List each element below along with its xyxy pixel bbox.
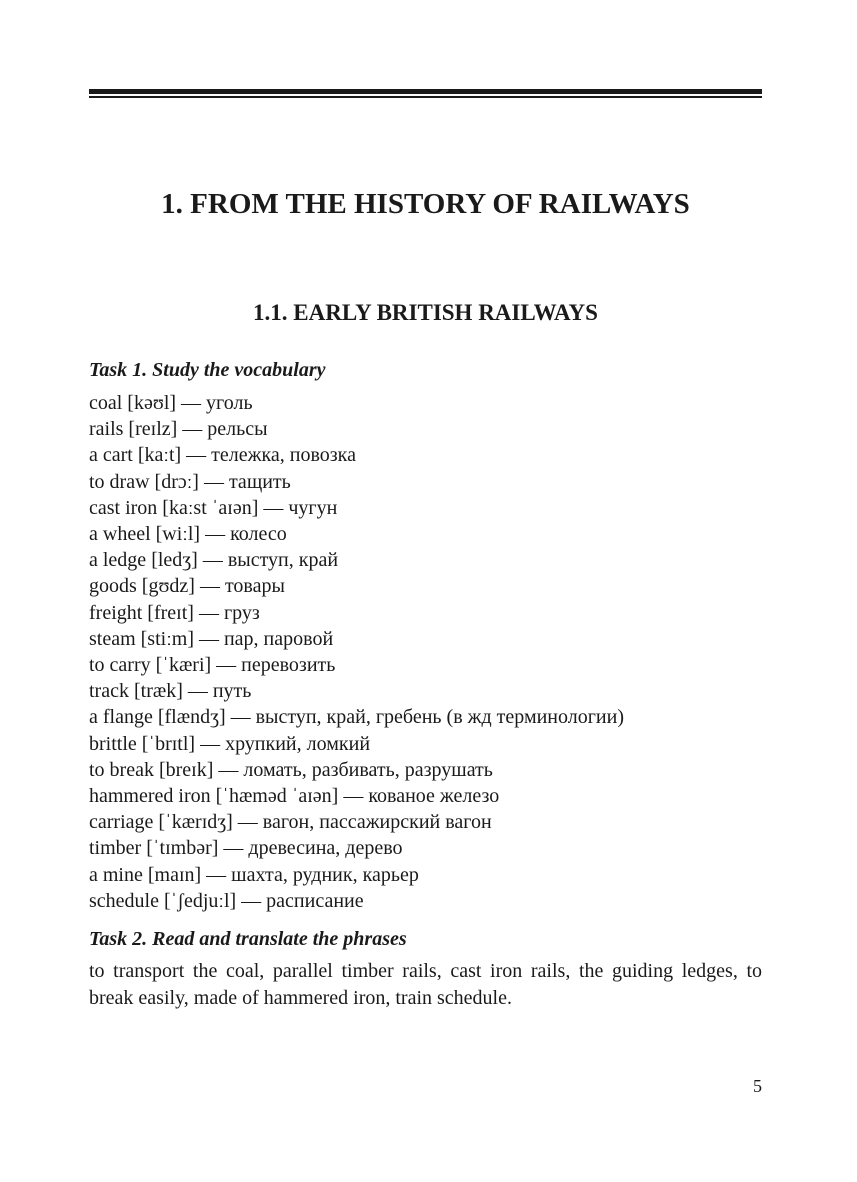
vocab-item-mine: a mine [maɪn] — шахта, рудник, карьер (89, 863, 419, 886)
vocab-item-rails: rails [reɪlz] — рельсы (89, 418, 268, 441)
vocab-item-schedule: schedule [ˈʃedjuːl] — расписание (89, 889, 364, 912)
vocab-item-freight: freight [freɪt] — груз (89, 601, 260, 624)
header-rule-thick (89, 89, 762, 94)
vocab-item-break: to break [breɪk] — ломать, разбивать, разрушать (89, 758, 493, 781)
header-rule-thin (89, 96, 762, 98)
vocab-item-steam: steam [stiːm] — пар, паровой (89, 627, 334, 650)
vocab-item-cart: a cart [kaːt] — тележка, повозка (89, 444, 356, 467)
vocab-item-coal: coal [kəʊl] — уголь (89, 392, 253, 414)
vocab-item-brittle: brittle [ˈbrɪtl] — хрупкий, ломкий (89, 732, 371, 755)
vocab-item-wheel: a wheel [wiːl] — колесо (89, 523, 287, 546)
vocab-item-flange: a flange [flændʒ] — выступ, край, гребень (в жд терминологии) (89, 706, 624, 729)
vocab-item-draw: to draw [drɔː] — тащить (89, 470, 291, 493)
vocab-item-cast-iron: cast iron [kaːst ˈaɪən] — чугун (89, 496, 338, 519)
vocab-item-track: track [træk] — путь (89, 680, 252, 703)
chapter-title: 1. FROM THE HISTORY OF RAILWAYS (161, 188, 690, 220)
vocab-item-timber: timber [ˈtɪmbər] — древесина, дерево (89, 837, 403, 860)
vocab-item-carriage: carriage [ˈkærɪdʒ] — вагон, пассажирский вагон (89, 811, 492, 834)
vocab-item-hammered-iron: hammered iron [ˈhæməd ˈaɪən] — кованое железо (89, 785, 500, 808)
page-number: 5 (753, 1076, 762, 1096)
vocab-item-ledge: a ledge [ledʒ] — выступ, край (89, 549, 339, 572)
task2-heading: Task 2. Read and translate the phrases (89, 928, 407, 950)
task1-heading: Task 1. Study the vocabulary (89, 359, 326, 381)
vocab-item-goods: goods [gʊdz] — товары (89, 575, 285, 598)
vocab-item-carry: to carry [ˈkæri] — перевозить (89, 654, 336, 677)
vocabulary-list (89, 390, 769, 914)
task2-phrases: to transport the coal, parallel timber rails, cast iron rails, the guiding ledges, to break easily, made of hammered iron, train schedule. (89, 960, 762, 1009)
section-title: 1.1. EARLY BRITISH RAILWAYS (253, 300, 598, 325)
